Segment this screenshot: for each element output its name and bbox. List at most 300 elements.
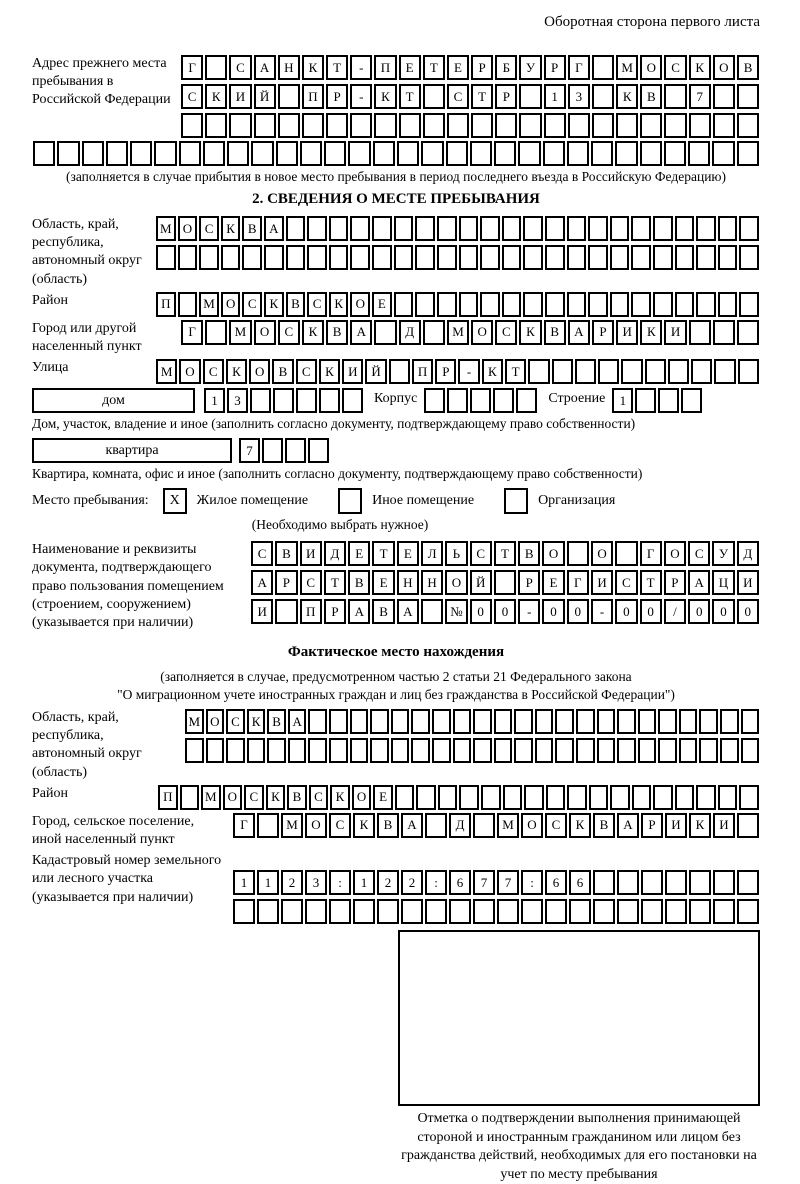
char-box[interactable]: Т <box>640 570 662 595</box>
char-box[interactable] <box>374 320 396 345</box>
char-box[interactable] <box>658 738 677 763</box>
char-box[interactable] <box>638 709 657 734</box>
char-box[interactable]: О <box>542 541 564 566</box>
char-box[interactable]: К <box>640 320 662 345</box>
char-box[interactable] <box>635 388 656 413</box>
char-box[interactable]: М <box>281 813 303 838</box>
char-box[interactable]: 1 <box>612 388 633 413</box>
char-box[interactable] <box>350 245 370 270</box>
char-box[interactable] <box>737 320 759 345</box>
char-box[interactable] <box>714 359 735 384</box>
char-box[interactable] <box>528 359 549 384</box>
char-box[interactable] <box>610 245 630 270</box>
char-box[interactable] <box>567 541 589 566</box>
char-box[interactable] <box>593 899 615 924</box>
char-box[interactable]: П <box>412 359 433 384</box>
char-box[interactable] <box>308 709 327 734</box>
char-box[interactable]: О <box>221 292 241 317</box>
char-box[interactable] <box>226 738 245 763</box>
char-box[interactable] <box>653 785 673 810</box>
char-box[interactable] <box>640 141 662 166</box>
char-box[interactable] <box>713 870 735 895</box>
char-box[interactable]: С <box>447 84 469 109</box>
char-box[interactable] <box>494 141 516 166</box>
char-box[interactable]: Р <box>435 359 456 384</box>
char-box[interactable] <box>278 113 300 138</box>
char-box[interactable] <box>567 785 587 810</box>
char-box[interactable] <box>653 216 673 241</box>
char-box[interactable]: И <box>229 84 251 109</box>
char-box[interactable] <box>567 292 587 317</box>
char-box[interactable] <box>514 738 533 763</box>
char-box[interactable] <box>555 738 574 763</box>
char-box[interactable] <box>720 738 739 763</box>
char-box[interactable] <box>567 245 587 270</box>
char-box[interactable] <box>395 785 415 810</box>
char-box[interactable]: О <box>178 216 198 241</box>
char-box[interactable]: К <box>616 84 638 109</box>
char-box[interactable]: К <box>226 359 247 384</box>
char-box[interactable] <box>180 785 200 810</box>
char-box[interactable]: - <box>458 359 479 384</box>
char-box[interactable]: Т <box>494 541 516 566</box>
char-box[interactable]: Т <box>399 84 421 109</box>
char-box[interactable] <box>423 84 445 109</box>
char-box[interactable]: Д <box>399 320 421 345</box>
char-box[interactable] <box>631 216 651 241</box>
char-box[interactable] <box>739 785 759 810</box>
char-box[interactable] <box>588 245 608 270</box>
char-box[interactable]: Г <box>233 813 255 838</box>
char-box[interactable]: И <box>616 320 638 345</box>
char-box[interactable]: 1 <box>544 84 566 109</box>
char-box[interactable] <box>296 388 317 413</box>
char-box[interactable]: Т <box>372 541 394 566</box>
char-box[interactable]: С <box>309 785 329 810</box>
char-box[interactable] <box>495 113 517 138</box>
char-box[interactable]: В <box>544 320 566 345</box>
char-box[interactable] <box>494 738 513 763</box>
char-box[interactable] <box>523 292 543 317</box>
char-box[interactable] <box>617 709 636 734</box>
char-box[interactable] <box>640 113 662 138</box>
char-box[interactable]: Й <box>254 84 276 109</box>
char-box[interactable]: М <box>199 292 219 317</box>
char-box[interactable] <box>206 738 225 763</box>
char-box[interactable] <box>372 216 392 241</box>
char-box[interactable] <box>631 245 651 270</box>
char-box[interactable] <box>638 738 657 763</box>
char-box[interactable] <box>33 141 55 166</box>
char-box[interactable] <box>514 709 533 734</box>
char-box[interactable]: О <box>206 709 225 734</box>
char-box[interactable] <box>741 709 760 734</box>
char-box[interactable] <box>679 738 698 763</box>
char-box[interactable]: К <box>302 55 324 80</box>
char-box[interactable] <box>621 359 642 384</box>
char-box[interactable] <box>598 359 619 384</box>
char-box[interactable]: 6 <box>449 870 471 895</box>
char-box[interactable]: 7 <box>473 870 495 895</box>
char-box[interactable]: С <box>307 292 327 317</box>
char-box[interactable] <box>497 899 519 924</box>
char-box[interactable]: К <box>689 813 711 838</box>
char-box[interactable] <box>739 216 759 241</box>
char-box[interactable] <box>286 245 306 270</box>
char-box[interactable] <box>459 785 479 810</box>
char-box[interactable] <box>203 141 225 166</box>
char-box[interactable]: С <box>278 320 300 345</box>
char-box[interactable]: И <box>251 599 273 624</box>
char-box[interactable] <box>353 899 375 924</box>
char-box[interactable]: О <box>471 320 493 345</box>
char-box[interactable] <box>372 245 392 270</box>
char-box[interactable]: 0 <box>615 599 637 624</box>
char-box[interactable] <box>502 245 522 270</box>
char-box[interactable] <box>588 292 608 317</box>
char-box[interactable]: П <box>302 84 324 109</box>
char-box[interactable] <box>689 870 711 895</box>
char-box[interactable] <box>281 899 303 924</box>
char-box[interactable] <box>675 216 695 241</box>
char-box[interactable] <box>415 292 435 317</box>
char-box[interactable] <box>391 709 410 734</box>
char-box[interactable] <box>329 709 348 734</box>
char-box[interactable] <box>589 785 609 810</box>
char-box[interactable] <box>449 899 471 924</box>
char-box[interactable] <box>424 388 445 413</box>
char-box[interactable] <box>502 292 522 317</box>
char-box[interactable] <box>308 438 329 463</box>
char-box[interactable] <box>273 388 294 413</box>
char-box[interactable] <box>453 709 472 734</box>
char-box[interactable] <box>178 245 198 270</box>
char-box[interactable] <box>653 245 673 270</box>
char-box[interactable]: Т <box>471 84 493 109</box>
char-box[interactable]: 0 <box>640 599 662 624</box>
char-box[interactable]: Г <box>181 320 203 345</box>
char-box[interactable]: : <box>425 870 447 895</box>
char-box[interactable] <box>179 141 201 166</box>
char-box[interactable] <box>250 388 271 413</box>
char-box[interactable] <box>205 320 227 345</box>
char-box[interactable] <box>592 113 614 138</box>
char-box[interactable]: С <box>229 55 251 80</box>
char-box[interactable]: 6 <box>545 870 567 895</box>
char-box[interactable]: И <box>664 320 686 345</box>
char-box[interactable]: А <box>568 320 590 345</box>
char-box[interactable]: Е <box>373 785 393 810</box>
char-box[interactable] <box>370 738 389 763</box>
char-box[interactable] <box>319 388 340 413</box>
char-box[interactable]: - <box>591 599 613 624</box>
char-box[interactable]: М <box>616 55 638 80</box>
char-box[interactable] <box>616 113 638 138</box>
char-box[interactable]: 7 <box>239 438 260 463</box>
char-box[interactable]: К <box>330 785 350 810</box>
char-box[interactable] <box>154 141 176 166</box>
char-box[interactable] <box>348 141 370 166</box>
char-box[interactable] <box>416 785 436 810</box>
char-box[interactable]: В <box>640 84 662 109</box>
char-box[interactable] <box>350 738 369 763</box>
char-box[interactable] <box>425 813 447 838</box>
char-box[interactable]: Г <box>567 570 589 595</box>
char-box[interactable] <box>423 320 445 345</box>
char-box[interactable]: 1 <box>233 870 255 895</box>
char-box[interactable]: О <box>713 55 735 80</box>
char-box[interactable]: / <box>664 599 686 624</box>
char-box[interactable] <box>300 141 322 166</box>
char-box[interactable]: Т <box>423 55 445 80</box>
char-box[interactable] <box>350 216 370 241</box>
char-box[interactable] <box>545 216 565 241</box>
char-box[interactable] <box>470 141 492 166</box>
char-box[interactable]: 1 <box>353 870 375 895</box>
char-box[interactable] <box>712 141 734 166</box>
char-box[interactable]: О <box>591 541 613 566</box>
char-box[interactable]: 0 <box>712 599 734 624</box>
char-box[interactable] <box>447 388 468 413</box>
char-box[interactable] <box>545 292 565 317</box>
char-box[interactable] <box>503 785 523 810</box>
char-box[interactable] <box>473 738 492 763</box>
char-box[interactable]: В <box>242 216 262 241</box>
char-box[interactable] <box>391 738 410 763</box>
char-box[interactable]: К <box>374 84 396 109</box>
char-box[interactable]: Т <box>326 55 348 80</box>
char-box[interactable]: О <box>254 320 276 345</box>
char-box[interactable]: А <box>401 813 423 838</box>
char-box[interactable] <box>665 870 687 895</box>
char-box[interactable]: Д <box>449 813 471 838</box>
char-box[interactable] <box>535 738 554 763</box>
char-box[interactable] <box>546 785 566 810</box>
char-box[interactable] <box>535 709 554 734</box>
char-box[interactable] <box>247 738 266 763</box>
char-box[interactable] <box>411 738 430 763</box>
char-box[interactable] <box>739 245 759 270</box>
char-box[interactable] <box>720 709 739 734</box>
char-box[interactable] <box>329 216 349 241</box>
char-box[interactable]: Д <box>324 541 346 566</box>
char-box[interactable] <box>199 245 219 270</box>
char-box[interactable] <box>569 899 591 924</box>
char-box[interactable]: : <box>329 870 351 895</box>
char-box[interactable] <box>523 245 543 270</box>
char-box[interactable]: Б <box>495 55 517 80</box>
char-box[interactable] <box>593 870 615 895</box>
char-box[interactable]: И <box>591 570 613 595</box>
char-box[interactable] <box>275 599 297 624</box>
char-box[interactable] <box>737 84 759 109</box>
char-box[interactable]: В <box>372 599 394 624</box>
char-box[interactable] <box>415 216 435 241</box>
char-box[interactable] <box>718 292 738 317</box>
char-box[interactable]: Н <box>421 570 443 595</box>
char-box[interactable] <box>713 899 735 924</box>
char-box[interactable]: Е <box>447 55 469 80</box>
char-box[interactable] <box>713 113 735 138</box>
char-box[interactable]: Р <box>275 570 297 595</box>
char-box[interactable] <box>544 113 566 138</box>
char-box[interactable] <box>615 541 637 566</box>
char-box[interactable] <box>575 359 596 384</box>
char-box[interactable] <box>737 113 759 138</box>
char-box[interactable]: П <box>156 292 176 317</box>
char-box[interactable]: 0 <box>737 599 759 624</box>
char-box[interactable] <box>617 738 636 763</box>
char-box[interactable]: 2 <box>377 870 399 895</box>
char-box[interactable]: 7 <box>497 870 519 895</box>
char-box[interactable]: К <box>319 359 340 384</box>
char-box[interactable] <box>254 113 276 138</box>
char-box[interactable]: К <box>519 320 541 345</box>
char-box[interactable] <box>370 709 389 734</box>
char-box[interactable] <box>473 813 495 838</box>
char-box[interactable] <box>588 216 608 241</box>
char-box[interactable] <box>264 245 284 270</box>
char-box[interactable] <box>57 141 79 166</box>
char-box[interactable]: К <box>205 84 227 109</box>
char-box[interactable] <box>592 55 614 80</box>
char-box[interactable] <box>641 870 663 895</box>
char-box[interactable] <box>665 899 687 924</box>
char-box[interactable] <box>545 245 565 270</box>
char-box[interactable] <box>415 245 435 270</box>
char-box[interactable] <box>739 292 759 317</box>
char-box[interactable]: О <box>352 785 372 810</box>
char-box[interactable] <box>399 113 421 138</box>
char-box[interactable] <box>432 709 451 734</box>
char-box[interactable] <box>447 113 469 138</box>
char-box[interactable]: О <box>445 570 467 595</box>
char-box[interactable] <box>233 899 255 924</box>
char-box[interactable] <box>576 709 595 734</box>
char-box[interactable]: О <box>179 359 200 384</box>
char-box[interactable]: Р <box>544 55 566 80</box>
char-box[interactable]: С <box>203 359 224 384</box>
char-box[interactable]: В <box>737 55 759 80</box>
char-box[interactable]: 0 <box>542 599 564 624</box>
char-box[interactable]: О <box>521 813 543 838</box>
char-box[interactable] <box>229 113 251 138</box>
char-box[interactable]: С <box>688 541 710 566</box>
char-box[interactable] <box>494 570 516 595</box>
char-box[interactable]: С <box>244 785 264 810</box>
char-box[interactable] <box>632 785 652 810</box>
char-box[interactable] <box>494 709 513 734</box>
char-box[interactable] <box>699 709 718 734</box>
char-box[interactable]: О <box>305 813 327 838</box>
char-box[interactable]: О <box>249 359 270 384</box>
char-box[interactable]: У <box>712 541 734 566</box>
char-box[interactable] <box>329 738 348 763</box>
char-box[interactable]: О <box>350 292 370 317</box>
char-box[interactable]: Ь <box>445 541 467 566</box>
char-box[interactable] <box>675 785 695 810</box>
char-box[interactable]: Г <box>568 55 590 80</box>
char-box[interactable]: У <box>519 55 541 80</box>
char-box[interactable] <box>738 359 759 384</box>
char-box[interactable] <box>394 292 414 317</box>
char-box[interactable] <box>502 216 522 241</box>
char-box[interactable] <box>373 141 395 166</box>
char-box[interactable]: П <box>158 785 178 810</box>
char-box[interactable] <box>567 216 587 241</box>
char-box[interactable]: М <box>229 320 251 345</box>
char-box[interactable] <box>696 292 716 317</box>
char-box[interactable] <box>411 709 430 734</box>
char-box[interactable] <box>178 292 198 317</box>
char-box[interactable]: 3 <box>227 388 248 413</box>
char-box[interactable] <box>737 813 759 838</box>
char-box[interactable] <box>696 245 716 270</box>
char-box[interactable] <box>437 292 457 317</box>
char-box[interactable]: В <box>377 813 399 838</box>
char-box[interactable]: Й <box>470 570 492 595</box>
char-box[interactable]: В <box>267 709 286 734</box>
char-box[interactable]: С <box>199 216 219 241</box>
char-box[interactable] <box>130 141 152 166</box>
char-box[interactable]: К <box>247 709 266 734</box>
char-box[interactable]: В <box>272 359 293 384</box>
char-box[interactable] <box>459 216 479 241</box>
char-box[interactable] <box>242 245 262 270</box>
char-box[interactable] <box>480 245 500 270</box>
char-box[interactable] <box>257 899 279 924</box>
char-box[interactable] <box>597 709 616 734</box>
char-box[interactable] <box>480 216 500 241</box>
char-box[interactable] <box>389 359 410 384</box>
char-box[interactable] <box>592 84 614 109</box>
char-box[interactable]: - <box>518 599 540 624</box>
char-box[interactable]: О <box>223 785 243 810</box>
char-box[interactable] <box>610 785 630 810</box>
char-box[interactable] <box>471 113 493 138</box>
char-box[interactable] <box>689 899 711 924</box>
char-box[interactable] <box>519 113 541 138</box>
char-box[interactable] <box>276 141 298 166</box>
char-box[interactable]: К <box>689 55 711 80</box>
char-box[interactable]: Р <box>641 813 663 838</box>
char-box[interactable] <box>516 388 537 413</box>
char-box[interactable]: Р <box>592 320 614 345</box>
char-box[interactable] <box>305 899 327 924</box>
char-box[interactable] <box>555 709 574 734</box>
char-box[interactable] <box>470 388 491 413</box>
char-box[interactable] <box>524 785 544 810</box>
char-box[interactable]: М <box>201 785 221 810</box>
char-box[interactable] <box>278 84 300 109</box>
char-box[interactable]: К <box>266 785 286 810</box>
char-box[interactable] <box>432 738 451 763</box>
char-box[interactable] <box>324 141 346 166</box>
char-box[interactable]: 0 <box>688 599 710 624</box>
char-box[interactable] <box>567 141 589 166</box>
char-box[interactable] <box>737 899 759 924</box>
char-box[interactable] <box>350 709 369 734</box>
char-box[interactable]: С <box>615 570 637 595</box>
char-box[interactable] <box>446 141 468 166</box>
char-box[interactable]: Г <box>640 541 662 566</box>
char-box[interactable] <box>262 438 283 463</box>
char-box[interactable]: О <box>640 55 662 80</box>
char-box[interactable] <box>82 141 104 166</box>
char-box[interactable] <box>205 113 227 138</box>
char-box[interactable] <box>421 141 443 166</box>
char-box[interactable] <box>221 245 241 270</box>
